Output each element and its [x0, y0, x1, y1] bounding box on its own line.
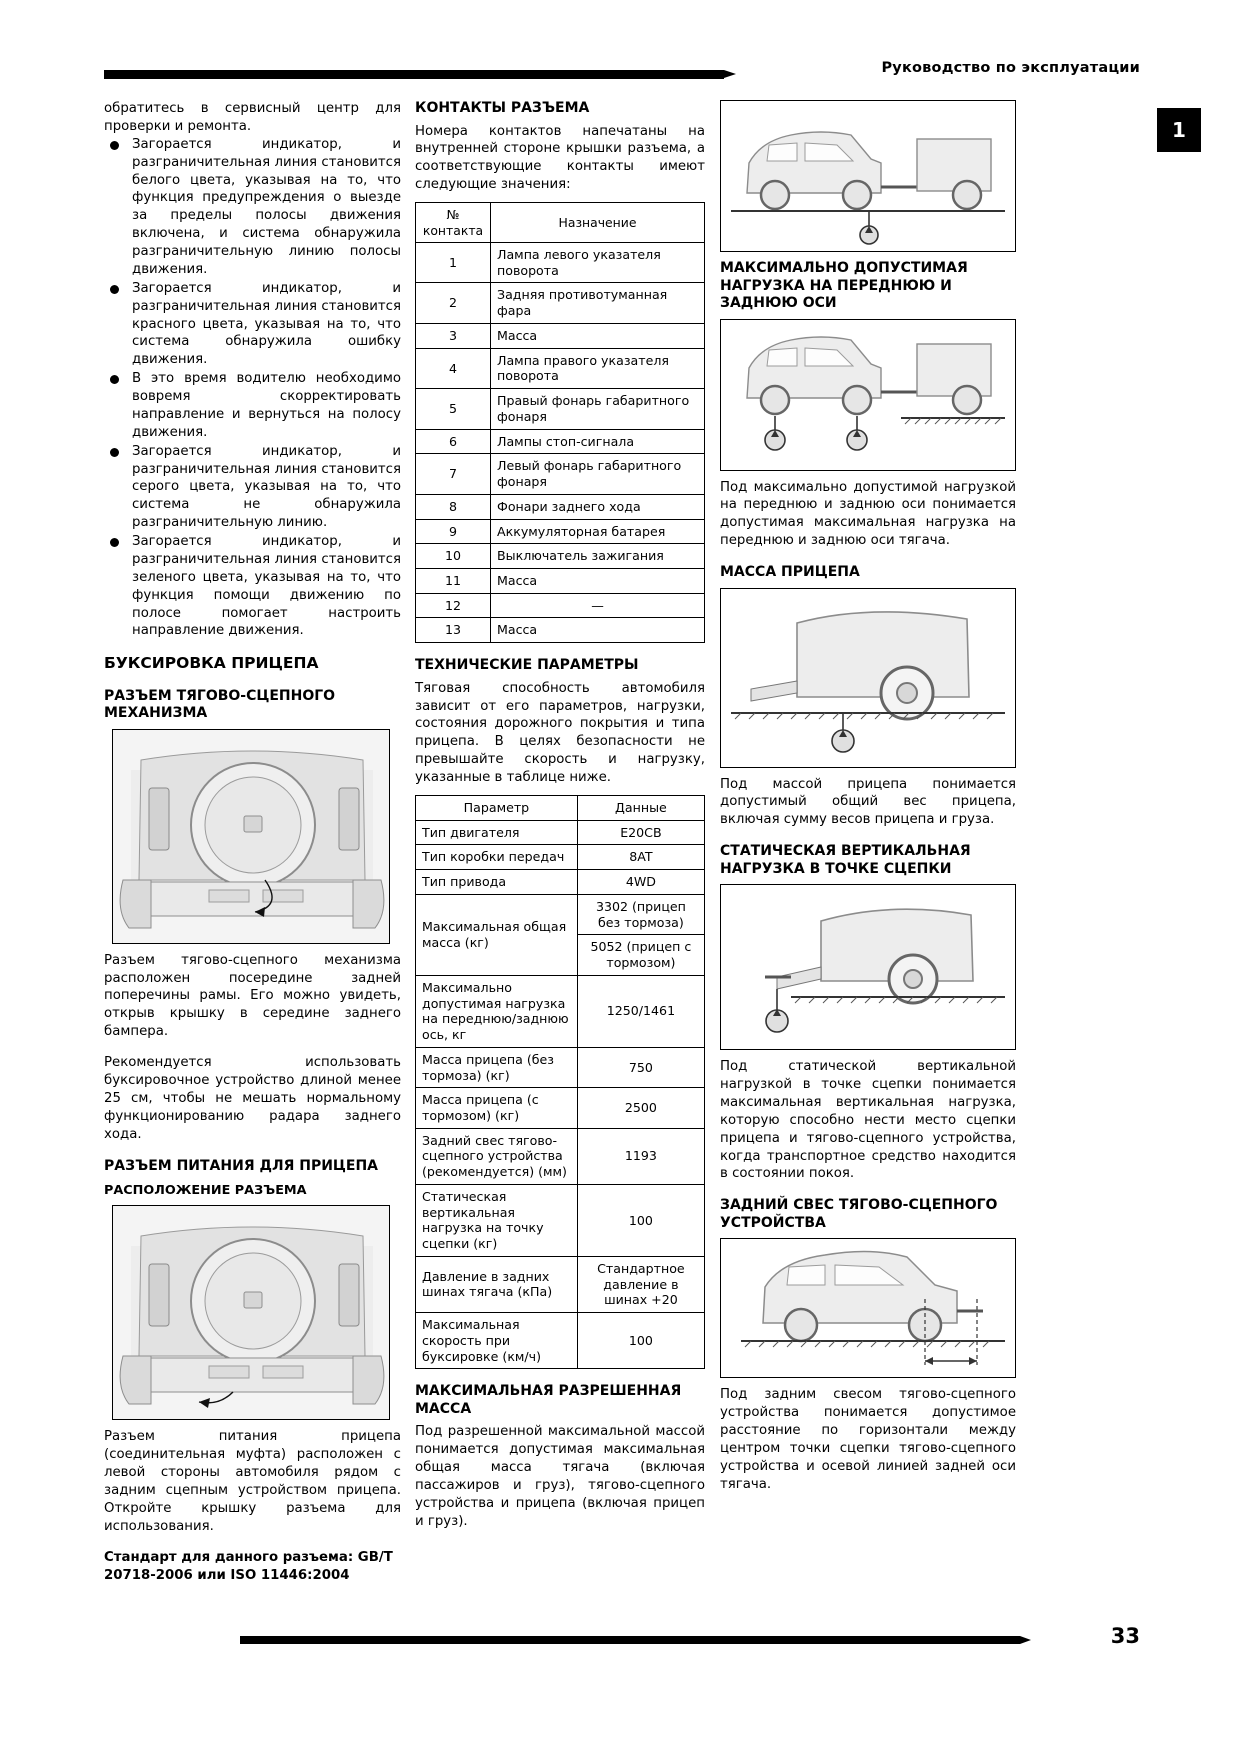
total-mass-illustration — [721, 101, 1015, 252]
contact-number: 7 — [416, 454, 491, 494]
lane-indicator-bullet-list — [104, 136, 401, 641]
table-row — [416, 1256, 705, 1312]
param-value: E20CB — [577, 820, 704, 845]
rear-view-illustration — [113, 730, 390, 944]
section-heading-towing: БУКСИРОВКА ПРИЦЕПА — [104, 654, 319, 673]
table-row — [416, 1128, 705, 1184]
param-value-split-a: 3302 (прицеп без тормоза) — [577, 894, 704, 934]
param-value: 2500 — [577, 1088, 704, 1128]
contact-purpose: Выключатель зажигания — [491, 544, 705, 569]
header-title: Руководство по эксплуатации — [881, 60, 1140, 76]
contact-purpose: Масса — [491, 569, 705, 594]
rear-overhang-illustration — [721, 1239, 1015, 1378]
section-heading-technical-params: ТЕХНИЧЕСКИЕ ПАРАМЕТРЫ — [415, 657, 639, 674]
table-header-row — [416, 203, 705, 243]
list-item — [104, 280, 401, 369]
table-row — [416, 429, 705, 454]
rear-view-power-connector-photo — [112, 1205, 390, 1420]
table-row — [416, 1184, 705, 1256]
param-name: Тип коробки передач — [416, 845, 578, 870]
axle-load-illustration — [721, 320, 1015, 471]
trailer-mass-text: Под массой прицепа понимается допустимый общий вес прицепа, включая сумму весов прицепа и груза. — [720, 776, 1016, 828]
section-heading-max-mass: МАКСИМАЛЬНАЯ РАЗРЕШЕННАЯ МАССА — [415, 1383, 682, 1417]
bullet-dot-icon — [110, 375, 119, 384]
contact-number: 11 — [416, 569, 491, 594]
param-name: Задний свес тягово-сцепного устройства (рекомендуется) (мм) — [416, 1128, 578, 1184]
list-item-text: Загорается индикатор, и разграничительная линия становится зеленого цвета, указывая на то, что функция помощи движению по полосе помогает настроить направление движения. — [132, 534, 401, 639]
contact-number: 3 — [416, 323, 491, 348]
subsection-heading-connector: РАЗЪЕМ ТЯГОВО-СЦЕПНОГО МЕХАНИЗМА — [104, 687, 336, 722]
column-left — [104, 100, 401, 1598]
contact-purpose: Лампы стоп-сигнала — [491, 429, 705, 454]
list-item-text: Загорается индикатор, и разграничительная линия становится красного цвета, указывая на то, что система обнаружила ошибку движения. — [132, 280, 401, 368]
list-item-text: Загорается индикатор, и разграничительная линия становится белого цвета, указывая на то, что функция предупреждения о выезде за пределы полосы движения включена, и система обнаружила разграничительную линию полосы движения. — [132, 136, 401, 277]
bullet-dot-icon — [110, 538, 119, 547]
bullet-dot-icon — [110, 141, 119, 150]
list-item-text: Загорается индикатор, и разграничительная линия становится серого цвета, указывая на то, что система не обнаружила разграничительную линию. — [132, 443, 401, 531]
contact-purpose: Фонари заднего хода — [491, 494, 705, 519]
table-header-cell: № контакта — [416, 203, 491, 243]
section-heading-contacts: КОНТАКТЫ РАЗЪЕМА — [415, 100, 590, 116]
table-row — [416, 870, 705, 895]
list-item — [104, 370, 401, 442]
param-value: 4WD — [577, 870, 704, 895]
rear-overhang-diagram — [720, 1238, 1016, 1378]
rear-view-tow-connector-photo — [112, 729, 390, 944]
car-with-trailer-axle-load-diagram — [720, 319, 1016, 471]
table-row — [416, 348, 705, 388]
table-row — [416, 243, 705, 283]
param-name: Масса прицепа (без тормоза) (кг) — [416, 1047, 578, 1087]
table-row — [416, 1088, 705, 1128]
contact-purpose: Масса — [491, 323, 705, 348]
bullet-dot-icon — [110, 285, 119, 294]
intro-paragraph: обратитесь в сервисный центр для проверки и ремонта. — [104, 101, 401, 134]
table-row — [416, 845, 705, 870]
table-row — [416, 975, 705, 1047]
subsection-heading-location: РАСПОЛОЖЕНИЕ РАЗЪЕМА — [104, 1183, 307, 1199]
contact-number: 5 — [416, 389, 491, 429]
contact-purpose: Лампа правого указателя поворота — [491, 348, 705, 388]
param-value: 8AT — [577, 845, 704, 870]
contact-purpose: Масса — [491, 618, 705, 643]
contact-number: 8 — [416, 494, 491, 519]
param-name: Масса прицепа (с тормозом) (кг) — [416, 1088, 578, 1128]
table-row — [416, 894, 705, 934]
list-item — [104, 443, 401, 532]
figure-caption-connector: Разъем тягово-сцепного механизма расположен посередине задней поперечины рамы. Его можно увидеть, открыв крышку в середине заднего бампера. — [104, 952, 401, 1040]
params-intro: Тяговая способность автомобиля зависит от его параметров, нагрузки, состояния дорожного покрытия и типа прицепа. В целях безопасности не превышайте скорость и нагрузку, указанные в таблице ниже. — [415, 680, 705, 786]
table-row — [416, 454, 705, 494]
rear-view-illustration-2 — [113, 1206, 390, 1420]
table-header-cell: Данные — [577, 795, 704, 820]
param-value: 100 — [577, 1184, 704, 1256]
standard-note: Стандарт для данного разъема: GB/T 20718-2006 или ISO 11446:2004 — [104, 1549, 393, 1583]
table-header-row — [416, 795, 705, 820]
table-row — [416, 1047, 705, 1087]
param-name: Давление в задних шинах тягача (кПа) — [416, 1256, 578, 1312]
param-name: Статическая вертикальная нагрузка на точку сцепки (кг) — [416, 1184, 578, 1256]
section-heading-axle-load: МАКСИМАЛЬНО ДОПУСТИМАЯ НАГРУЗКА НА ПЕРЕДНЮЮ И ЗАДНЮЮ ОСИ — [720, 260, 968, 311]
table-row — [416, 283, 705, 323]
table-row — [416, 323, 705, 348]
max-mass-text: Под разрешенной максимальной массой понимается допустимая максимальная общая масса тягача (включая пассажиров и груз), тягово-сцепного устройства и прицепа (включая прицеп и груз). — [415, 1424, 705, 1529]
car-with-trailer-total-mass-diagram — [720, 100, 1016, 252]
page-number: 33 — [1110, 1624, 1140, 1648]
list-item-text: В это время водителю необходимо вовремя скорректировать направление и вернуться на полосу движения. — [132, 371, 401, 440]
table-header-cell: Параметр — [416, 795, 578, 820]
technical-parameters-table — [415, 795, 705, 1369]
connector-contacts-table — [415, 202, 705, 643]
section-heading-power-connector: РАЗЪЕМ ПИТАНИЯ ДЛЯ ПРИЦЕПА — [104, 1157, 379, 1174]
trailer-mass-illustration — [721, 589, 1015, 768]
trailer-mass-diagram — [720, 588, 1016, 768]
rear-overhang-text: Под задним свесом тягово-сцепного устройства понимается допустимое расстояние по горизонтали между центром точки сцепки тягово-сцепного устройства и осевой линией задней оси тягача. — [720, 1387, 1016, 1492]
table-row — [416, 519, 705, 544]
list-item — [104, 533, 401, 640]
param-name: Тип двигателя — [416, 820, 578, 845]
contact-purpose: — — [491, 593, 705, 618]
footer-rule — [240, 1636, 1020, 1644]
axle-load-text: Под максимально допустимой нагрузкой на переднюю и заднюю оси понимается допустимая максимальная нагрузка на переднюю и заднюю оси тягача. — [720, 479, 1016, 549]
param-value: 1250/1461 — [577, 975, 704, 1047]
contact-number: 12 — [416, 593, 491, 618]
contact-number: 2 — [416, 283, 491, 323]
column-middle — [415, 100, 705, 1531]
section-heading-trailer-mass: МАССА ПРИЦЕПА — [720, 564, 860, 580]
contact-purpose: Правый фонарь габаритного фонаря — [491, 389, 705, 429]
section-heading-static-load: СТАТИЧЕСКАЯ ВЕРТИКАЛЬНАЯ НАГРУЗКА В ТОЧКЕ СЦЕПКИ — [720, 843, 971, 877]
page-footer — [240, 1624, 1140, 1652]
static-load-text: Под статической вертикальной нагрузкой в точке сцепки понимается максимальная вертикальная нагрузка, которую способно нести место сцепки прицепа и тягово-сцепного устройства, когда транспортное средство находится в состоянии покоя. — [720, 1059, 1016, 1182]
column-right — [720, 100, 1016, 1507]
contact-purpose: Аккумуляторная батарея — [491, 519, 705, 544]
table-row — [416, 618, 705, 643]
table-row — [416, 494, 705, 519]
list-item — [104, 136, 401, 279]
param-name: Максимальная общая масса (кг) — [416, 894, 578, 975]
param-value: Стандартное давление в шинах +20 — [577, 1256, 704, 1312]
contacts-intro: Номера контактов напечатаны на внутренней стороне крышки разъема, а соответствующие контакты имеют следующие значения: — [415, 123, 705, 193]
contact-number: 10 — [416, 544, 491, 569]
static-load-illustration — [721, 885, 1015, 1050]
contact-purpose: Задняя противотуманная фара — [491, 283, 705, 323]
figure-caption-power-connector: Разъем питания прицепа (соединительная муфта) расположен с левой стороны автомобиля рядом с задним сцепным устройством прицепа. Откройте крышку разъема для использования. — [104, 1429, 401, 1534]
chapter-tab: 1 — [1157, 108, 1201, 152]
param-value-split-b: 5052 (прицеп с тормозом) — [577, 935, 704, 975]
trailer-static-vertical-load-diagram — [720, 884, 1016, 1050]
contact-number: 13 — [416, 618, 491, 643]
table-row — [416, 389, 705, 429]
contact-number: 1 — [416, 243, 491, 283]
table-row — [416, 1313, 705, 1369]
figure-caption-connector-extra: Рекомендуется использовать буксировочное устройство длиной менее 25 см, чтобы не мешать нормальному функционированию радара заднего хода. — [104, 1055, 401, 1142]
param-value: 100 — [577, 1313, 704, 1369]
table-row — [416, 593, 705, 618]
table-header-cell: Назначение — [491, 203, 705, 243]
section-heading-rear-overhang: ЗАДНИЙ СВЕС ТЯГОВО-СЦЕПНОГО УСТРОЙСТВА — [720, 1197, 998, 1231]
param-name: Максимальная скорость при буксировке (км/ч) — [416, 1313, 578, 1369]
table-row — [416, 544, 705, 569]
contact-purpose: Лампа левого указателя поворота — [491, 243, 705, 283]
header-rule — [104, 70, 724, 79]
param-value: 750 — [577, 1047, 704, 1087]
contact-number: 9 — [416, 519, 491, 544]
bullet-dot-icon — [110, 448, 119, 457]
param-name: Максимально допустимая нагрузка на переднюю/заднюю ось, кг — [416, 975, 578, 1047]
contact-number: 6 — [416, 429, 491, 454]
page-header — [104, 60, 1140, 88]
param-name: Тип привода — [416, 870, 578, 895]
table-row — [416, 820, 705, 845]
contact-number: 4 — [416, 348, 491, 388]
param-value: 1193 — [577, 1128, 704, 1184]
contact-purpose: Левый фонарь габаритного фонаря — [491, 454, 705, 494]
table-row — [416, 569, 705, 594]
